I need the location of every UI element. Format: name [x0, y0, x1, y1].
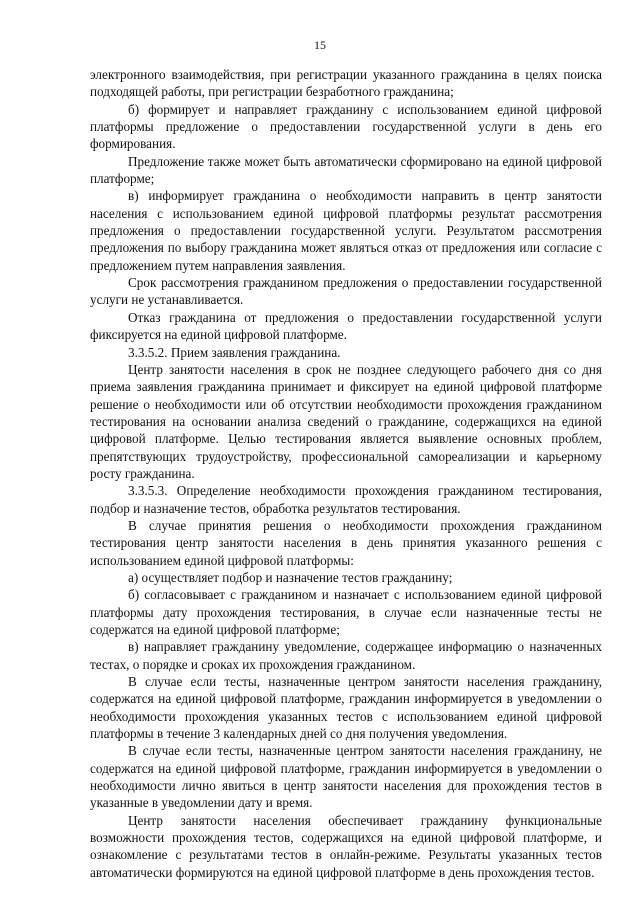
- paragraph: электронного взаимодействия, при регистрации указанного гражданина в целях поиска подходящей работы, при регистрации безработного гражданина;: [90, 67, 602, 100]
- paragraph: Центр занятости населения в срок не позднее следующего рабочего дня со дня приема заявления гражданина принимает и фиксирует на единой цифровой платформе решение о необходимости или об отсутствии необходимости прохождения гражданином тестирования на основании анализа сведений о гражданине, содержащихся на единой цифровой платформе. Целью тестирования является выявление основных проблем, препятствующих трудоустройству, профессиональной самореализации и карьерному росту гражданина.: [90, 361, 602, 481]
- paragraph: Центр занятости населения обеспечивает гражданину функциональные возможности прохождения тестов, содержащихся на единой цифровой платформе, и ознакомление с результатами тестов в онлайн-режиме. Результаты указанных тестов автоматически формируются на единой цифровой платформе в день прохождения тестов.: [90, 812, 602, 880]
- section-heading: 3.3.5.3. Определение необходимости прохождения гражданином тестирования, подбор и назначение тестов, обработка результатов тестирования.: [90, 483, 602, 516]
- paragraph: в) информирует гражданина о необходимости направить в центр занятости населения с использованием единой цифровой платформы результат рассмотрения предложения о предоставлении государственной услуги. Результатом рассмотрения предложения по выбору гражданина может являться отказ от предложения или согласие с предложением путем направления заявления.: [90, 188, 602, 273]
- paragraph: В случае если тесты, назначенные центром занятости населения гражданину, не содержатся на единой цифровой платформе, гражданин информируется в уведомлении о необходимости лично явиться в центр занятости населения для прохождения тестов в указанные в уведомлении дату и время.: [90, 743, 602, 811]
- document-body: [90, 66, 602, 881]
- paragraph: Срок рассмотрения гражданином предложения о предоставлении государственной услуги не устанавливается.: [90, 275, 602, 308]
- list-item: б) согласовывает с гражданином и назначает с использованием единой цифровой платформы дату прохождения тестирования, в случае если назначенные тесты не содержатся на единой цифровой платформе;: [90, 587, 602, 637]
- list-item: а) осуществляет подбор и назначение тестов гражданину;: [128, 569, 453, 585]
- page-number: 15: [314, 38, 326, 52]
- paragraph: Отказ гражданина от предложения о предоставлении государственной услуги фиксируется на единой цифровой платформе.: [90, 309, 602, 343]
- list-item: в) направляет гражданину уведомление, содержащее информацию о назначенных тестах, о порядке и сроках их прохождения гражданином.: [90, 639, 602, 672]
- paragraph: В случае если тесты, назначенные центром занятости населения гражданину, содержатся на единой цифровой платформе, гражданин информируется в уведомлении о необходимости прохождения указанных тестов с использованием единой цифровой платформы в течение 3 календарных дней со дня получения уведомления.: [90, 674, 602, 742]
- paragraph: Предложение также может быть автоматически сформировано на единой цифровой платформе;: [90, 153, 602, 187]
- section-heading: 3.3.5.2. Прием заявления гражданина.: [128, 344, 341, 360]
- paragraph: В случае принятия решения о необходимости прохождения гражданином тестирования центр занятости населения в день принятия указанного решения с использованием единой цифровой платформы:: [90, 517, 602, 568]
- paragraph: б) формирует и направляет гражданину с использованием единой цифровой платформы предложение о предоставлении государственной услуги в день его формирования.: [90, 101, 602, 152]
